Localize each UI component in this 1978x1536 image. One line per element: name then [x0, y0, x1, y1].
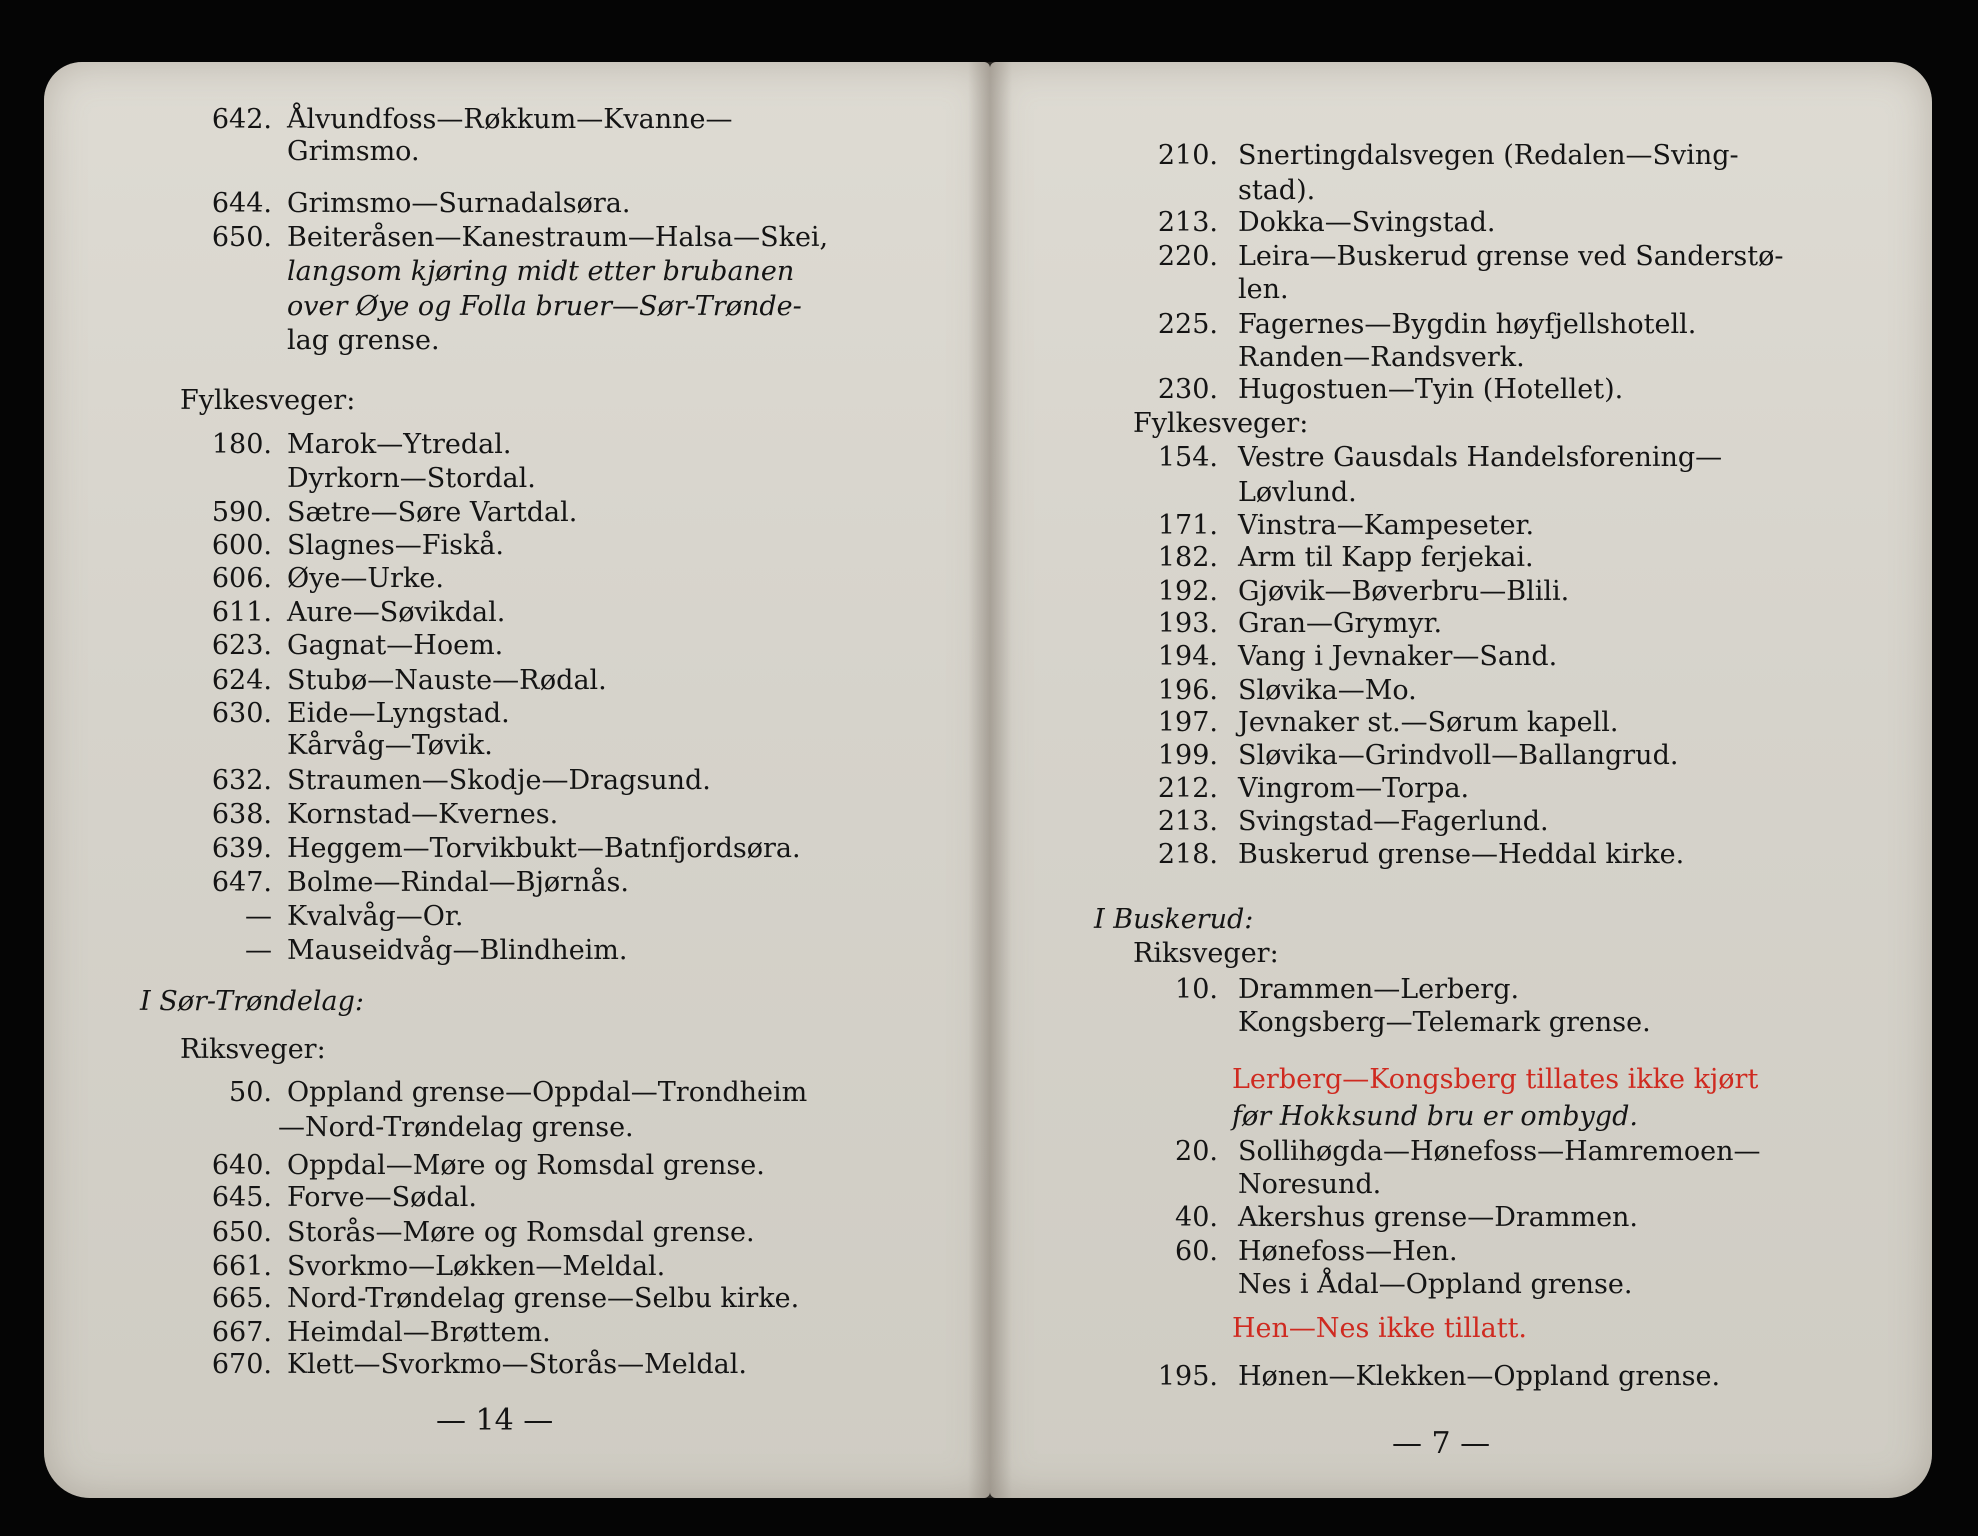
- route-line: Dokka—Svingstad.: [1238, 207, 1496, 238]
- route-number: 230.: [1157, 374, 1218, 405]
- route-line: Marok—Ytredal.: [287, 429, 512, 460]
- route-line: Snertingdalsvegen (Redalen—Sving-: [1238, 140, 1739, 171]
- route-line: Sløvika—Grindvoll—Ballangrud.: [1238, 740, 1679, 771]
- route-line: Klett—Svorkmo—Storås—Meldal.: [287, 1349, 747, 1380]
- route-line: Heggem—Torvikbukt—Batnfjordsøra.: [287, 833, 801, 864]
- region-heading: I Sør-Trøndelag:: [140, 986, 365, 1017]
- route-line: Vingrom—Torpa.: [1238, 773, 1470, 804]
- route-line: Eide—Lyngstad.: [287, 698, 510, 729]
- route-number: 623.: [211, 630, 272, 661]
- route-line: Dyrkorn—Stordal.: [287, 463, 536, 494]
- route-number: 212.: [1157, 773, 1218, 804]
- route-line: Fagernes—Bygdin høyfjellshotell.: [1238, 309, 1697, 340]
- route-note: før Hokksund bru er ombygd.: [1232, 1101, 1638, 1132]
- route-line: lag grense.: [287, 325, 440, 356]
- route-line: len.: [1238, 274, 1289, 305]
- route-line: Leira—Buskerud grense ved Sanderstø-: [1238, 241, 1784, 272]
- section-heading: Fylkesveger:: [180, 385, 356, 416]
- route-number: 639.: [211, 833, 272, 864]
- route-line: Vestre Gausdals Handelsforening—: [1238, 442, 1723, 473]
- route-line: Sollihøgda—Hønefoss—Hamremoen—: [1238, 1136, 1761, 1167]
- route-line: Kornstad—Kvernes.: [287, 799, 559, 830]
- route-line: Jevnaker st.—Sørum kapell.: [1238, 707, 1619, 738]
- route-number: 670.: [211, 1349, 272, 1380]
- route-line: Svingstad—Fagerlund.: [1238, 806, 1549, 837]
- restriction-note: Lerberg—Kongsberg tillates ikke kjørt: [1232, 1064, 1759, 1095]
- route-line: Hønefoss—Hen.: [1238, 1236, 1458, 1267]
- route-number: 193.: [1157, 608, 1218, 639]
- route-line: Gjøvik—Bøverbru—Blili.: [1238, 576, 1570, 607]
- route-line: Beiteråsen—Kanestraum—Halsa—Skei,: [287, 222, 829, 253]
- route-number: 225.: [1157, 309, 1218, 340]
- route-number: 665.: [211, 1283, 272, 1314]
- route-line: stad).: [1238, 175, 1316, 206]
- route-number: 600.: [211, 530, 272, 561]
- route-number: 645.: [211, 1182, 272, 1213]
- route-number: 640.: [211, 1150, 272, 1181]
- route-number: 220.: [1157, 241, 1218, 272]
- route-line: Heimdal—Brøttem.: [287, 1317, 551, 1348]
- route-number: 197.: [1157, 707, 1218, 738]
- route-line: Aure—Søvikdal.: [287, 597, 506, 628]
- route-number: 213.: [1157, 806, 1218, 837]
- route-line: Bolme—Rindal—Bjørnås.: [287, 867, 629, 898]
- route-number: 182.: [1157, 542, 1218, 573]
- route-number: 624.: [211, 665, 272, 696]
- route-number: 630.: [211, 698, 272, 729]
- route-number: 199.: [1157, 740, 1218, 771]
- route-number: 195.: [1157, 1361, 1218, 1392]
- restriction-note: Hen—Nes ikke tillatt.: [1232, 1313, 1528, 1344]
- route-number: 213.: [1157, 207, 1218, 238]
- right-page-number: — 7 —: [1392, 1426, 1491, 1461]
- route-number: 50.: [229, 1077, 272, 1108]
- route-line: Løvlund.: [1238, 477, 1357, 508]
- route-line: Vinstra—Kampeseter.: [1238, 510, 1535, 541]
- route-number: 667.: [211, 1317, 272, 1348]
- route-number: 60.: [1175, 1236, 1218, 1267]
- region-heading: I Buskerud:: [1094, 904, 1254, 935]
- route-line: Kårvåg—Tøvik.: [287, 730, 493, 761]
- route-number: 644.: [211, 188, 272, 219]
- route-number: 194.: [1157, 641, 1218, 672]
- route-number: 661.: [211, 1251, 272, 1282]
- route-line: Hugostuen—Tyin (Hotellet).: [1238, 374, 1624, 405]
- route-number: 40.: [1175, 1202, 1218, 1233]
- route-line: Buskerud grense—Heddal kirke.: [1238, 839, 1685, 870]
- route-line: Gagnat—Hoem.: [287, 630, 504, 661]
- route-note: over Øye og Folla bruer—Sør-Trønde-: [287, 291, 802, 322]
- route-line: Storås—Møre og Romsdal grense.: [287, 1217, 755, 1248]
- route-number: 638.: [211, 799, 272, 830]
- route-line: Gran—Grymyr.: [1238, 608, 1443, 639]
- route-number: 642.: [211, 104, 272, 135]
- route-number: 192.: [1157, 576, 1218, 607]
- route-number: 180.: [211, 429, 272, 460]
- route-number: —: [245, 935, 272, 966]
- route-line: Sætre—Søre Vartdal.: [287, 497, 578, 528]
- route-line: Vang i Jevnaker—Sand.: [1238, 641, 1558, 672]
- route-number: 611.: [211, 597, 272, 628]
- route-line: Nes i Ådal—Oppland grense.: [1238, 1269, 1633, 1300]
- left-page-number: — 14 —: [436, 1403, 554, 1438]
- route-line: Forve—Sødal.: [287, 1182, 478, 1213]
- route-line: Hønen—Klekken—Oppland grense.: [1238, 1361, 1721, 1392]
- route-line: Arm til Kapp ferjekai.: [1238, 542, 1534, 573]
- route-number: 647.: [211, 867, 272, 898]
- route-line: Ålvundfoss—Røkkum—Kvanne—: [287, 104, 733, 135]
- route-line: Grimsmo.: [287, 136, 420, 167]
- route-number: 606.: [211, 563, 272, 594]
- route-number: 650.: [211, 1217, 272, 1248]
- route-number: 590.: [211, 497, 272, 528]
- route-line: Noresund.: [1238, 1169, 1382, 1200]
- route-number: 20.: [1175, 1136, 1218, 1167]
- route-line: Stubø—Nauste—Rødal.: [287, 665, 607, 696]
- route-line: Drammen—Lerberg.: [1238, 974, 1520, 1005]
- route-line: Sløvika—Mo.: [1238, 675, 1417, 706]
- route-number: 210.: [1157, 140, 1218, 171]
- route-line: Straumen—Skodje—Dragsund.: [287, 765, 711, 796]
- route-line: Oppdal—Møre og Romsdal grense.: [287, 1150, 765, 1181]
- route-line: —Nord-Trøndelag grense.: [278, 1112, 634, 1143]
- route-line: Randen—Randsverk.: [1238, 342, 1525, 373]
- route-line: Svorkmo—Løkken—Meldal.: [287, 1251, 666, 1282]
- route-line: Slagnes—Fiskå.: [287, 530, 505, 561]
- route-number: 171.: [1157, 510, 1218, 541]
- route-number: 218.: [1157, 839, 1218, 870]
- section-heading: Fylkesveger:: [1133, 408, 1309, 439]
- route-line: Akershus grense—Drammen.: [1238, 1202, 1639, 1233]
- route-note: langsom kjøring midt etter brubanen: [287, 256, 795, 287]
- section-heading: Riksveger:: [180, 1034, 326, 1065]
- route-line: Mauseidvåg—Blindheim.: [287, 935, 628, 966]
- route-number: 10.: [1175, 974, 1218, 1005]
- route-number: 154.: [1157, 442, 1218, 473]
- route-line: Nord-Trøndelag grense—Selbu kirke.: [287, 1283, 800, 1314]
- route-line: Kongsberg—Telemark grense.: [1238, 1007, 1651, 1038]
- route-number: —: [245, 901, 272, 932]
- route-line: Oppland grense—Oppdal—Trondheim: [287, 1077, 808, 1108]
- route-number: 632.: [211, 765, 272, 796]
- route-number: 650.: [211, 222, 272, 253]
- route-line: Grimsmo—Surnadalsøra.: [287, 188, 631, 219]
- section-heading: Riksveger:: [1133, 938, 1279, 969]
- route-line: Øye—Urke.: [287, 563, 444, 594]
- route-line: Kvalvåg—Or.: [287, 901, 464, 932]
- route-number: 196.: [1157, 675, 1218, 706]
